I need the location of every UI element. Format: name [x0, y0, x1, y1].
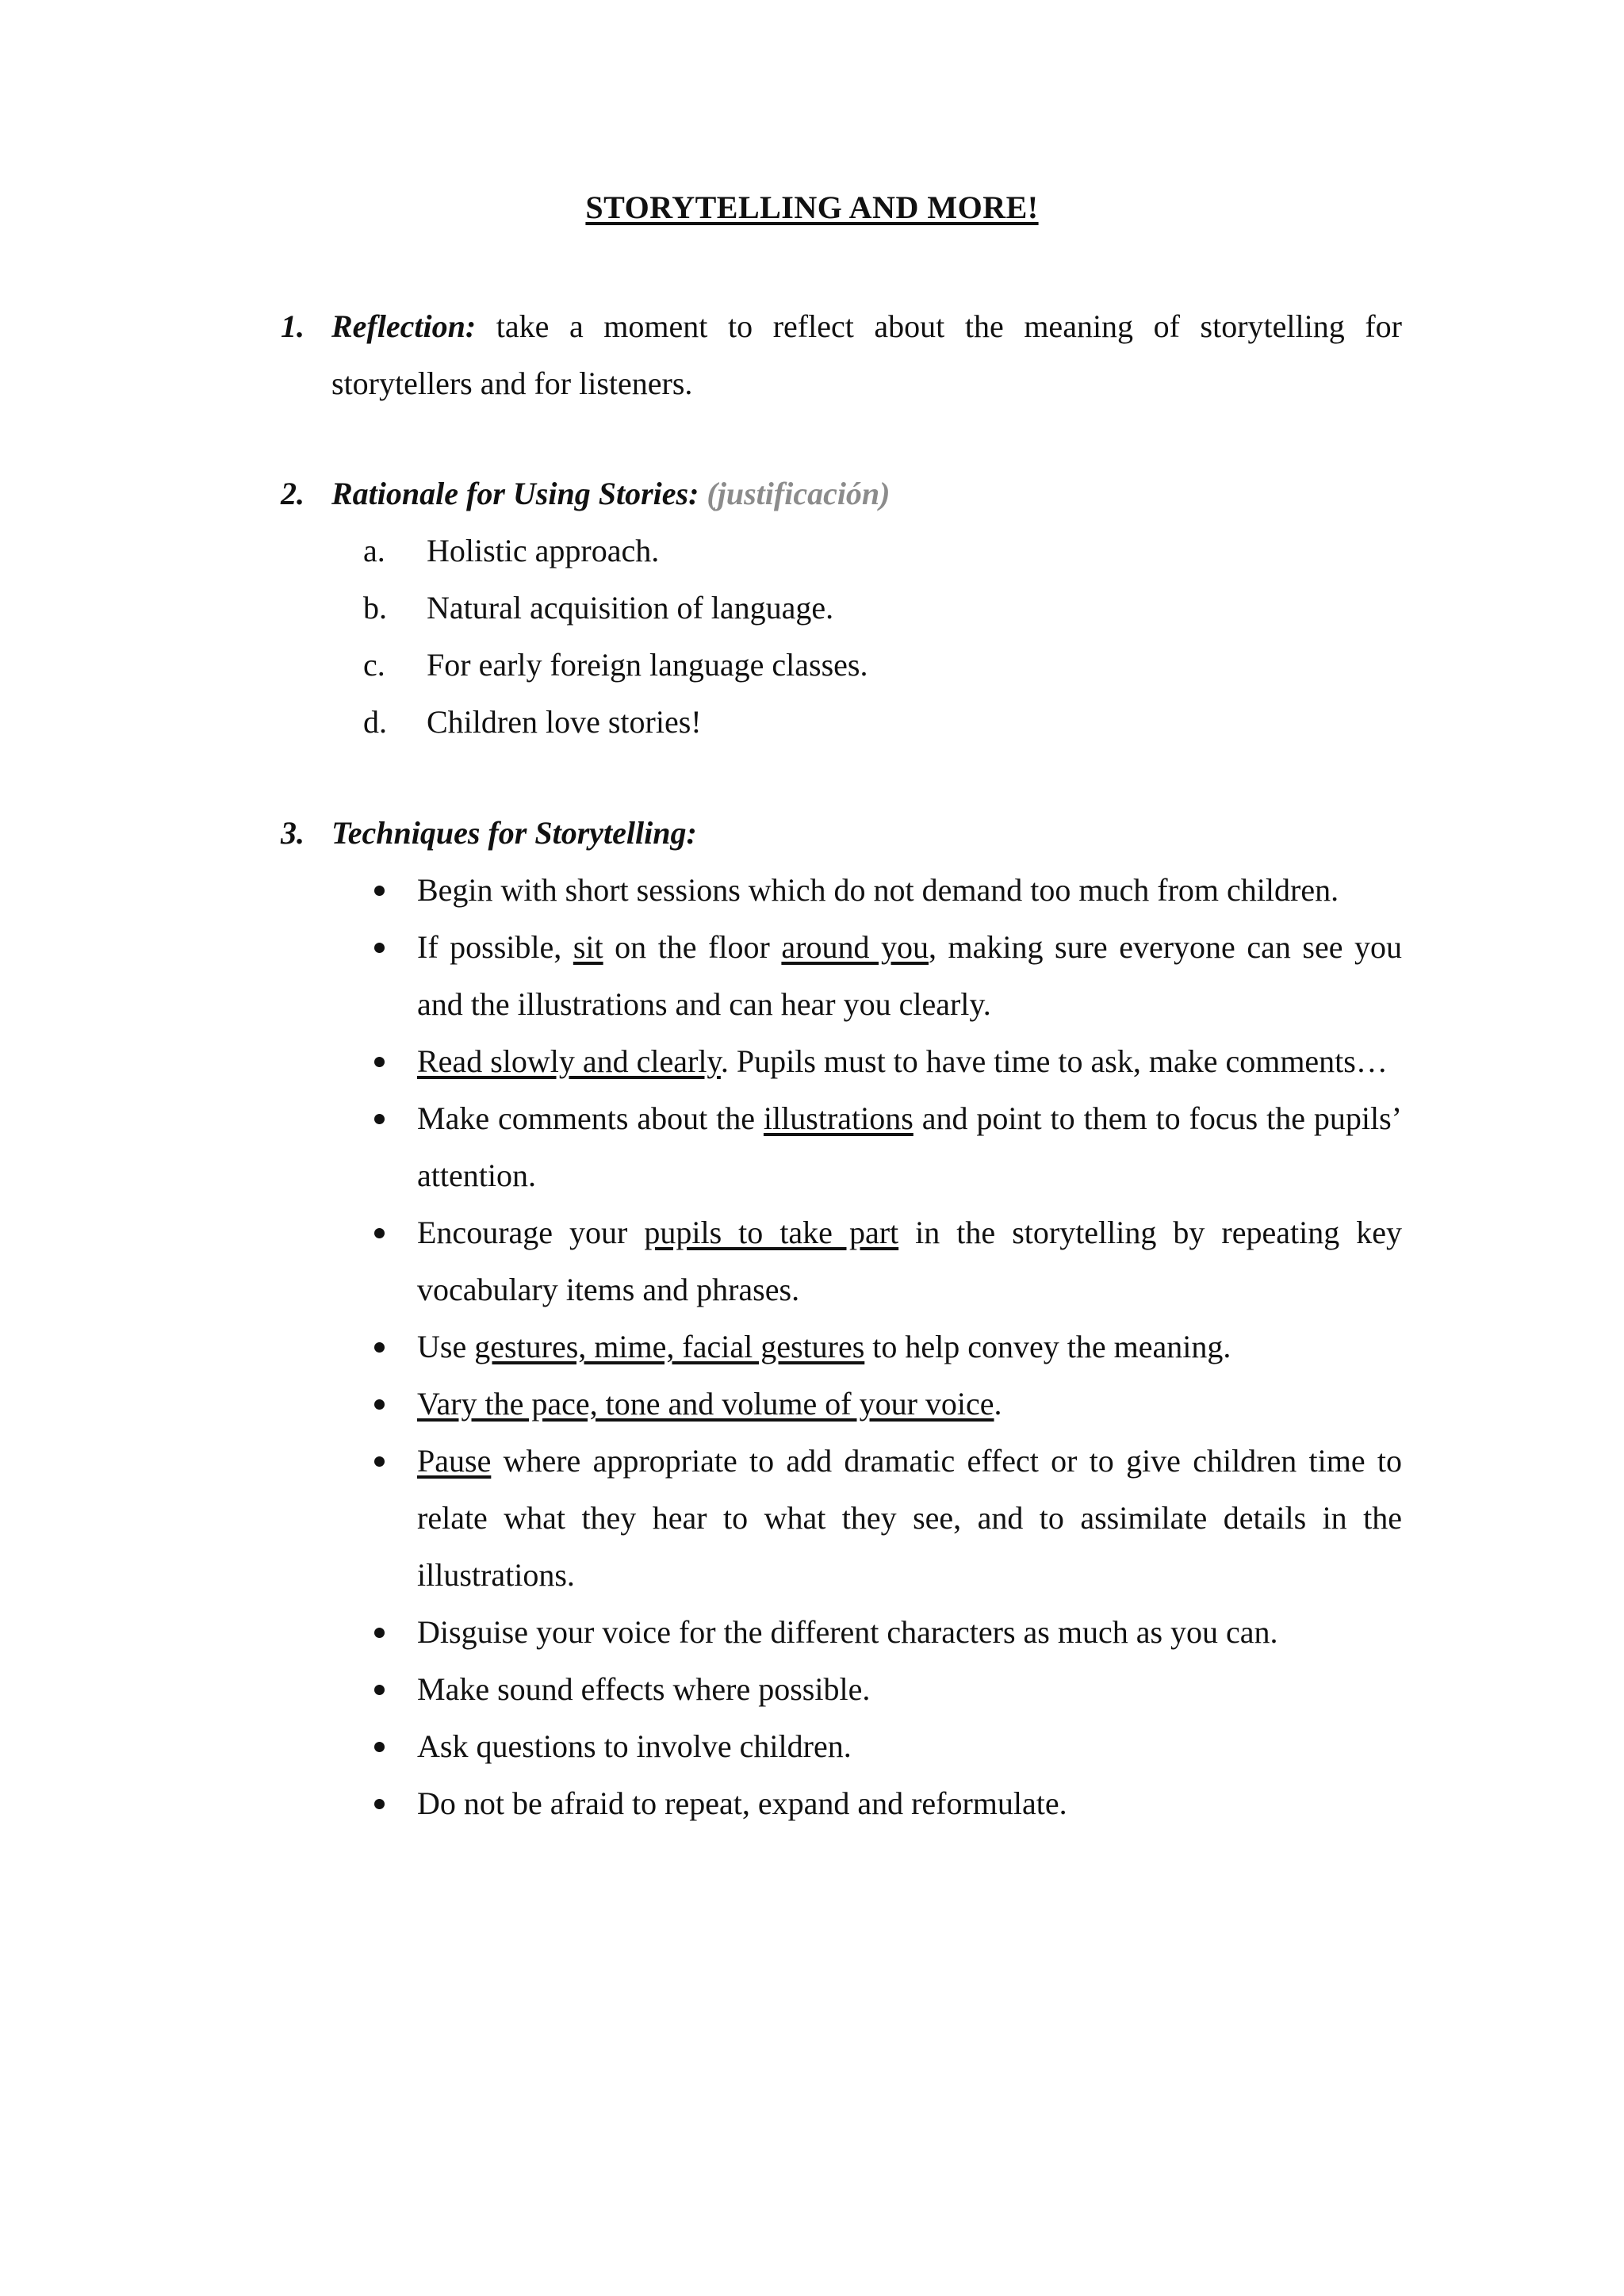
- list-item-text: Natural acquisition of language.: [427, 590, 834, 626]
- bullet-icon: [371, 1718, 417, 1775]
- list-item-text: [417, 1204, 1402, 1318]
- list-item-text: [417, 1775, 1402, 1832]
- underlined-text: Vary the pace, tone and volume of your voice: [417, 1386, 994, 1422]
- list-item: [371, 1090, 1402, 1204]
- list-item-text: [417, 1376, 1402, 1433]
- section-heading: Reflection:: [331, 308, 477, 344]
- list-item: [371, 1661, 1402, 1718]
- list-item-text: [417, 1090, 1402, 1204]
- list-marker: a.: [363, 533, 385, 568]
- section-body: [331, 465, 1402, 522]
- text-run: Make sound effects where possible.: [417, 1671, 871, 1707]
- text-run: , making sure everyone can see you and the illustrations and can hear you clearly.: [417, 929, 1402, 1022]
- bullet-icon: [371, 1661, 417, 1718]
- bullet-icon: [371, 862, 417, 919]
- list-item: [371, 919, 1402, 1033]
- underlined-text: Read slowly and clearly: [417, 1043, 721, 1079]
- section-heading: Techniques for Storytelling:: [331, 815, 697, 851]
- section-number: 2.: [281, 476, 304, 511]
- text-run: Do not be afraid to repeat, expand and reformulate.: [417, 1785, 1067, 1821]
- underlined-text: illustrations: [763, 1100, 914, 1136]
- bullet-icon: [371, 1604, 417, 1661]
- list-item: [363, 580, 1402, 637]
- underlined-text: Pause: [417, 1443, 492, 1479]
- list-item-text: For early foreign language classes.: [427, 647, 868, 683]
- list-item-text: Children love stories!: [427, 704, 702, 740]
- list-item-text: [417, 1604, 1402, 1661]
- text-run: Encourage your: [417, 1215, 645, 1250]
- bullet-icon: [371, 1033, 417, 1090]
- list-item: [363, 637, 1402, 694]
- list-item-text: Holistic approach.: [427, 533, 660, 568]
- list-item: [363, 522, 1402, 580]
- section-number: 1.: [281, 308, 304, 344]
- list-item: [371, 1433, 1402, 1604]
- list-marker: d.: [363, 704, 387, 740]
- list-item-text: [417, 1033, 1402, 1090]
- underlined-text: around you: [781, 929, 929, 965]
- text-run: If possible,: [417, 929, 573, 965]
- section-heading: Rationale for Using Stories:: [331, 476, 699, 511]
- text-run: Begin with short sessions which do not demand too much from children.: [417, 872, 1339, 908]
- bullet-icon: [371, 919, 417, 1033]
- underlined-text: sit: [573, 929, 603, 965]
- list-item: [363, 694, 1402, 751]
- list-item-text: [417, 1661, 1402, 1718]
- list-item: [371, 1718, 1402, 1775]
- text-run: where appropriate to add dramatic effect or to give children time to relate what they hear to what they see, and to assimilate details in the illustrations.: [417, 1443, 1402, 1593]
- text-run: Make comments about the: [417, 1100, 764, 1136]
- bullet-icon: [371, 1204, 417, 1318]
- text-run: . Pupils must to have time to ask, make comments…: [720, 1043, 1388, 1079]
- list-item-text: [417, 1718, 1402, 1775]
- section-head: [281, 465, 1402, 522]
- section-body: [331, 805, 1402, 862]
- text-run: Use: [417, 1329, 475, 1364]
- list-item-text: [417, 1433, 1402, 1604]
- list-item: [371, 862, 1402, 919]
- list-item-text: [417, 1318, 1402, 1376]
- text-run: Disguise your voice for the different characters as much as you can.: [417, 1614, 1278, 1650]
- text-run: to help convey the meaning.: [864, 1329, 1231, 1364]
- text-run: in the storytelling by repeating key vocabulary items and phrases.: [417, 1215, 1403, 1307]
- list-marker: b.: [363, 590, 387, 626]
- section-reflection: [281, 298, 1402, 412]
- underlined-text: gestures, mime, facial gestures: [474, 1329, 865, 1364]
- section-techniques: [281, 805, 1402, 1832]
- text-run: and point to them to focus the pupils’ attention.: [417, 1100, 1402, 1193]
- list-item: [371, 1204, 1402, 1318]
- underlined-text: pupils to take part: [644, 1215, 899, 1250]
- section-head: [281, 298, 1402, 412]
- bullet-icon: [371, 1775, 417, 1832]
- section-text: take a moment to reflect about the meaning of storytelling for storytellers and for listeners.: [331, 308, 1402, 401]
- list-item: [371, 1604, 1402, 1661]
- bullet-icon: [371, 1318, 417, 1376]
- bullet-icon: [371, 1376, 417, 1433]
- bullet-icon: [371, 1090, 417, 1204]
- section-rationale: [281, 465, 1402, 751]
- section-note: (justificación): [707, 476, 891, 511]
- list-item-text: [417, 919, 1402, 1033]
- text-run: Ask questions to involve children.: [417, 1728, 852, 1764]
- list-item: [371, 1318, 1402, 1376]
- page-title: STORYTELLING AND MORE!: [585, 189, 1039, 225]
- text-run: .: [994, 1386, 1002, 1422]
- text-run: on the floor: [603, 929, 782, 965]
- bullet-icon: [371, 1433, 417, 1604]
- list-item: [371, 1775, 1402, 1832]
- list-item: [371, 1376, 1402, 1433]
- techniques-list: [281, 862, 1402, 1832]
- list-item-text: [417, 862, 1402, 919]
- section-number: 3.: [281, 815, 304, 851]
- section-head: [281, 805, 1402, 862]
- section-body: [331, 298, 1402, 412]
- list-marker: c.: [363, 647, 385, 683]
- list-item: [371, 1033, 1402, 1090]
